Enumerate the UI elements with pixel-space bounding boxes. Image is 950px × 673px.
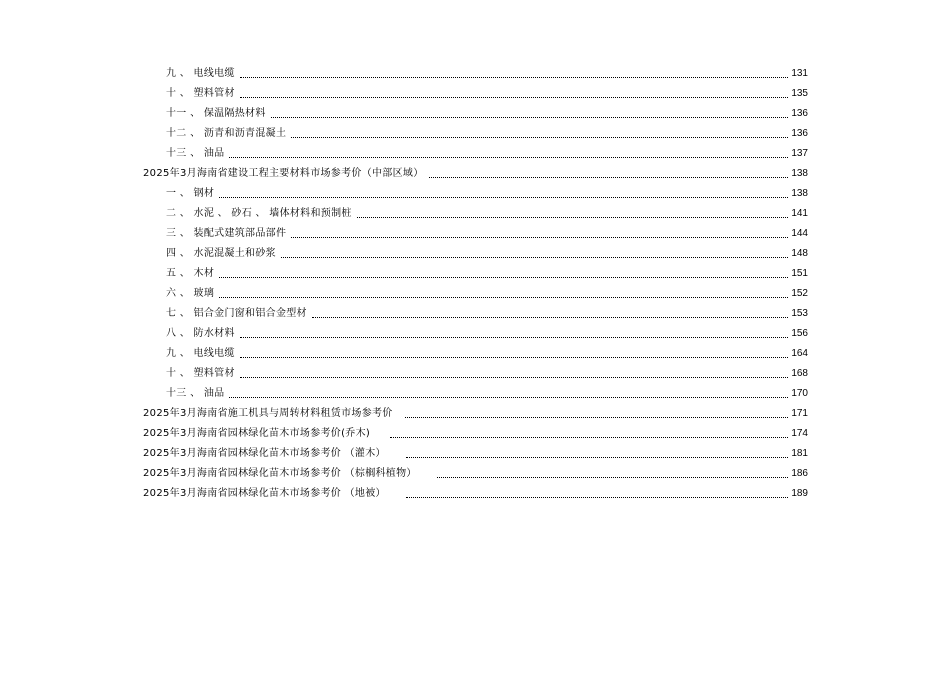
dot-leader [240,337,789,338]
toc-entry[interactable] [166,344,808,364]
toc-entry[interactable] [166,284,808,304]
dot-leader [219,197,788,198]
toc-entry[interactable] [166,324,808,344]
toc-entry-title: 十三 、 油品 [166,148,225,159]
toc-entry-title: 十一 、 保温隔热材料 [166,108,266,119]
toc-entry[interactable] [166,104,808,124]
toc-entry-page: 136 [791,128,808,139]
dot-leader [271,117,789,118]
toc-entry-title: 2025年3月海南省施工机具与周转材料租赁市场参考价 [143,408,393,419]
dot-leader [429,177,789,178]
toc-entry-title: 九 、 电线电缆 [166,348,235,359]
toc-entry-title: 六 、 玻璃 [166,288,215,299]
toc-entry-page: 171 [791,408,808,419]
toc-entry-page: 152 [791,288,808,299]
toc-entry[interactable] [166,184,808,204]
toc-entry-title: 2025年3月海南省园林绿化苗木市场参考价(乔木) [143,428,371,439]
toc-entry-page: 138 [791,188,808,199]
dot-leader [281,257,788,258]
toc-entry[interactable] [166,384,808,404]
toc-entry-title: 十三 、 油品 [166,388,225,399]
dot-leader [291,137,788,138]
toc-entry-page: 148 [791,248,808,259]
toc-entry-title: 五 、 木材 [166,268,215,279]
toc-entry-page: 189 [791,488,808,499]
dot-leader [240,357,789,358]
toc-entry-title: 2025年3月海南省园林绿化苗木市场参考价 （棕榈科植物） [143,468,417,479]
toc-entry-page: 138 [791,168,808,179]
toc-entry-page: 170 [791,388,808,399]
dot-leader [219,297,788,298]
toc-section-entry[interactable] [143,424,808,444]
dot-leader [240,377,789,378]
toc-entry-page: 135 [791,88,808,99]
toc-entry[interactable] [166,204,808,224]
toc-entry-title: 2025年3月海南省园林绿化苗木市场参考价 （地被） [143,488,386,499]
toc-entry-title: 八 、 防水材料 [166,328,235,339]
toc-entry-title: 2025年3月海南省建设工程主要材料市场参考价（中部区域） [143,168,424,179]
dot-leader [406,457,789,458]
toc-entry-page: 168 [791,368,808,379]
toc-entry-title: 四 、 水泥混凝土和砂浆 [166,248,276,259]
dot-leader [291,237,788,238]
dot-leader [229,397,788,398]
dot-leader [240,77,789,78]
dot-leader [390,437,788,438]
toc-entry-title: 十 、 塑料管材 [166,88,235,99]
toc-entry-page: 153 [791,308,808,319]
dot-leader [405,417,789,418]
toc-entry-page: 137 [791,148,808,159]
toc-entry-title: 一 、 钢材 [166,188,215,199]
toc-section-entry[interactable] [143,484,808,504]
dot-leader [406,497,789,498]
toc-entry-page: 174 [791,428,808,439]
toc-entry[interactable] [166,364,808,384]
toc-entry[interactable] [166,144,808,164]
dot-leader [240,97,789,98]
toc-entry-page: 131 [791,68,808,79]
toc-entry-page: 144 [791,228,808,239]
toc-entry-page: 164 [791,348,808,359]
toc-entry[interactable] [166,244,808,264]
toc-entry-title: 二 、 水泥 、 砂石 、 墙体材料和预制桩 [166,208,352,219]
toc-entry-title: 十 、 塑料管材 [166,368,235,379]
dot-leader [437,477,789,478]
toc-section-entry[interactable] [143,164,808,184]
toc-entry[interactable] [166,84,808,104]
toc-entry[interactable] [166,124,808,144]
toc-entry-page: 156 [791,328,808,339]
toc-entry[interactable] [166,224,808,244]
toc-entry[interactable] [166,64,808,84]
toc-entry-page: 181 [791,448,808,459]
dot-leader [357,217,789,218]
toc-section-entry[interactable] [143,444,808,464]
toc-entry-page: 186 [791,468,808,479]
toc-entry-page: 151 [791,268,808,279]
toc-section-entry[interactable] [143,464,808,484]
toc-section-entry[interactable] [143,404,808,424]
toc-entry-title: 七 、 铝合金门窗和铝合金型材 [166,308,307,319]
toc-entry-title: 三 、 装配式建筑部品部件 [166,228,287,239]
toc-entry[interactable] [166,264,808,284]
toc-entry-title: 十二 、 沥青和沥青混凝土 [166,128,287,139]
toc-entry-title: 九 、 电线电缆 [166,68,235,79]
toc-entry[interactable] [166,304,808,324]
toc-entry-page: 141 [791,208,808,219]
dot-leader [312,317,788,318]
dot-leader [229,157,788,158]
dot-leader [219,277,788,278]
toc-entry-page: 136 [791,108,808,119]
toc-entry-title: 2025年3月海南省园林绿化苗木市场参考价 （灌木） [143,448,386,459]
